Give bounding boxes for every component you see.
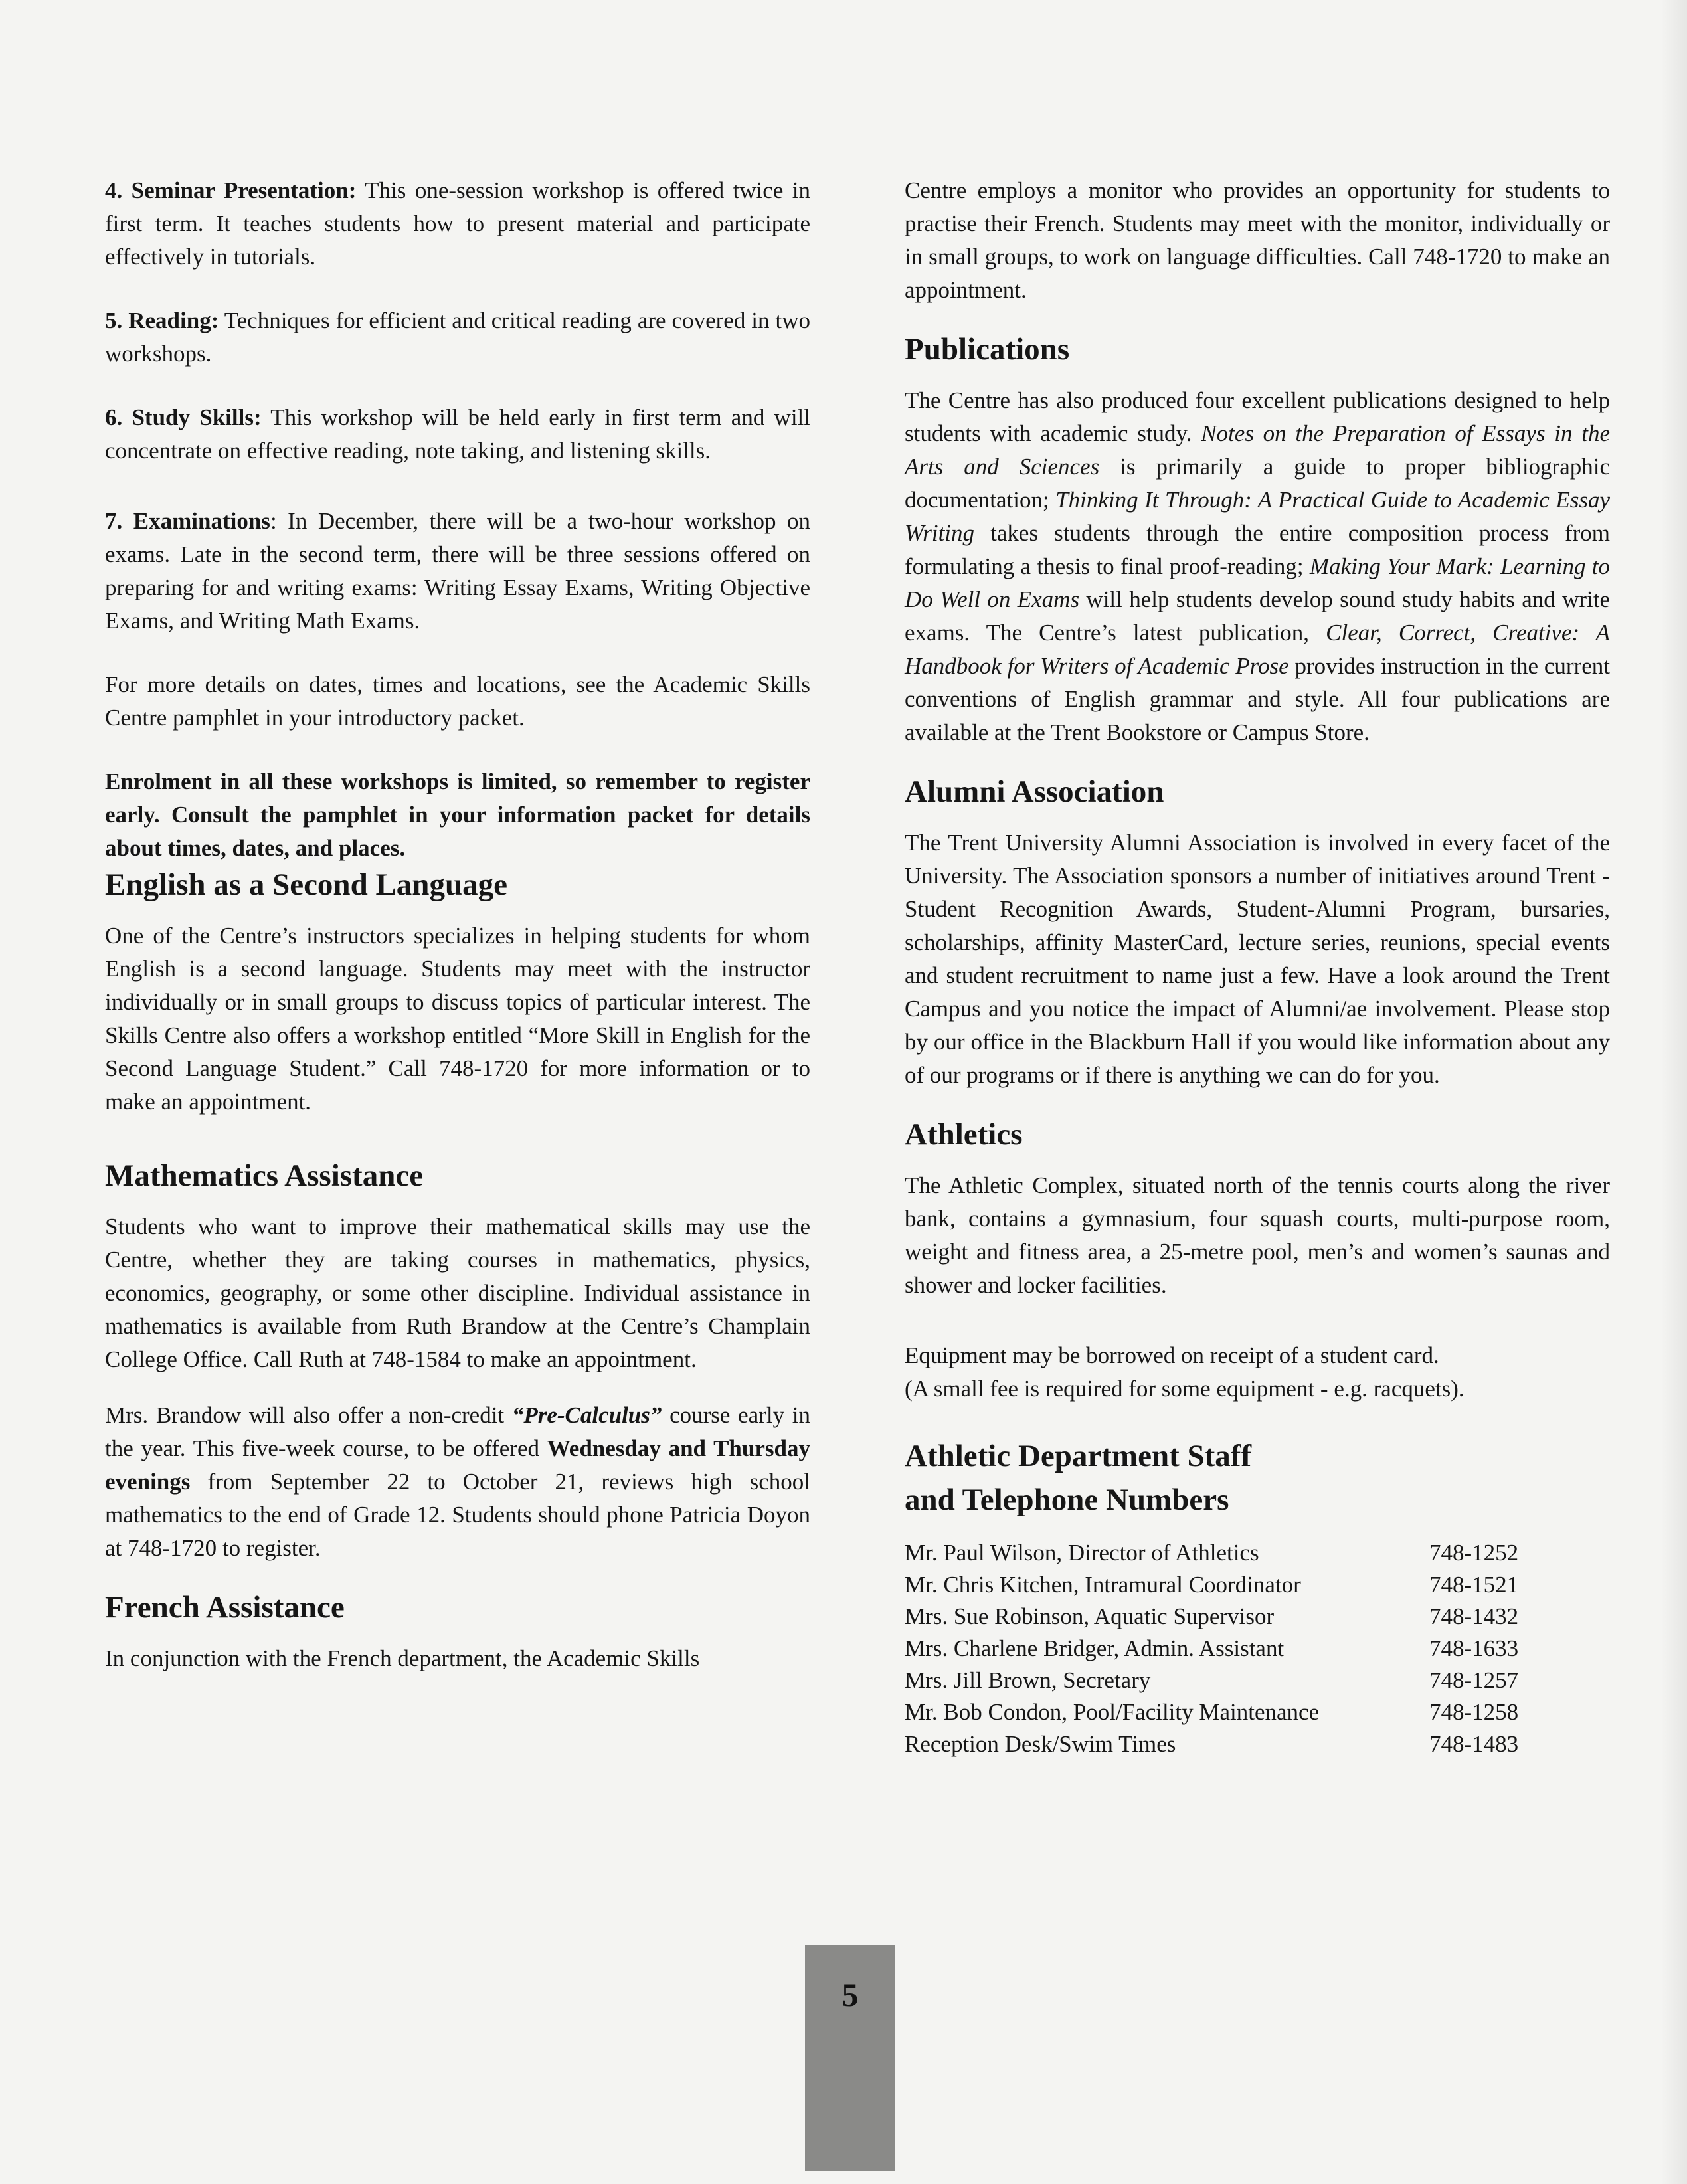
publications-text-2: is primarily a guide to proper bibliographic documentation; (905, 454, 1611, 513)
staff-row (905, 1537, 1569, 1569)
seminar-paragraph (105, 174, 810, 274)
alumni-heading: Alumni Association (905, 774, 1164, 809)
examinations-label: 7. Examinations (105, 508, 270, 534)
left-column (105, 174, 810, 1675)
precalc-paragraph (105, 1399, 810, 1565)
staff-row (905, 1728, 1569, 1760)
staff-row (905, 1665, 1569, 1696)
precalc-text-c: from September 22 to October 21, reviews high school mathematics to the end of Grade 12. Students should phone Patricia Doyon at 748-1720 to register. (105, 1469, 810, 1561)
equipment-line-1: Equipment may be borrowed on receipt of a student card. (905, 1342, 1439, 1368)
math-heading: Mathematics Assistance (105, 1158, 424, 1193)
french-continued-paragraph: Centre employs a monitor who provides an opportunity for students to practise their French. Students may meet with the monitor, individually or in small groups, to work on language difficulties. Call 748-1720 to make an appointment. (905, 177, 1610, 303)
study-skills-paragraph (105, 401, 810, 468)
staff-name: Reception Desk/Swim Times (905, 1731, 1176, 1757)
french-paragraph: In conjunction with the French department, the Academic Skills (105, 1645, 700, 1671)
publication-title-1: Notes on the Preparation of Essays in the Arts and Sciences (905, 420, 1610, 480)
alumni-paragraph: The Trent University Alumni Association is involved in every facet of the University. The Association sponsors a number of initiatives around Trent - Student Recognition Awards, Student-Alumni Program, bursaries, scholarships, affinity MasterCard, lecture series, reunions, special events and student recruitment to name just a few. Have a look around the Trent Campus and you notice the impact of Alumni/ae involvement. Please stop by our office in the Blackburn Hall if you would like information about any of our programs or if there is anything we can do for you. (905, 830, 1610, 1088)
study-skills-label: 6. Study Skills: (105, 405, 262, 430)
staff-name: Mr. Bob Condon, Pool/Facility Maintenance (905, 1699, 1320, 1725)
staff-row (905, 1633, 1569, 1665)
examinations-text: : In December, there will be a two-hour workshop on exams. Late in the second term, there will be three sessions offered on preparing for and writing exams: Writing Essay Exams, Writing Objective Exams, and Writing Math Exams. (105, 508, 810, 634)
staff-phone: 748-1483 (1429, 1731, 1519, 1757)
reading-text: Techniques for efficient and critical reading are covered in two workshops. (105, 308, 810, 367)
page-edge-shadow (1660, 0, 1687, 2184)
staff-phone: 748-1432 (1429, 1603, 1519, 1629)
staff-row (905, 1569, 1569, 1601)
publications-text-1: The Centre has also produced four excellent publications designed to help students with academic study. (905, 387, 1610, 446)
page-number: 5 (842, 1976, 859, 2013)
esl-heading: English as a Second Language (105, 867, 507, 902)
seminar-text: This one-session workshop is offered twice in first term. It teaches students how to present material and participate effectively in tutorials. (105, 177, 810, 270)
athletics-heading: Athletics (905, 1117, 1023, 1152)
french-heading: French Assistance (105, 1590, 345, 1625)
staff-phone: 748-1633 (1429, 1635, 1519, 1661)
publications-text-4: will help students develop sound study habits and write exams. The Centre’s latest publication, (905, 587, 1610, 646)
right-column (905, 174, 1610, 1760)
staff-name: Mr. Paul Wilson, Director of Athletics (905, 1540, 1259, 1566)
enrolment-text: Enrolment in all these workshops is limited, so remember to register early. Consult the pamphlet in your information packet for details about times, dates, and places. (105, 769, 810, 861)
staff-phone: 748-1252 (1429, 1540, 1519, 1566)
precalc-text-a: Mrs. Brandow will also offer a non-credit (105, 1402, 512, 1428)
details-paragraph: For more details on dates, times and locations, see the Academic Skills Centre pamphlet in your introductory packet. (105, 672, 810, 731)
staff-phone-table (905, 1537, 1569, 1760)
precalc-schedule: Wednesday and Thursday evenings (105, 1435, 810, 1495)
publication-title-4: Clear, Correct, Creative: A Handbook for Writers of Academic Prose (905, 620, 1610, 679)
math-paragraph: Students who want to improve their mathematical skills may use the Centre, whether they are taking courses in mathematics, physics, economics, geography, or some other discipline. Individual assistance in mathematics is available from Ruth Brandow at the Centre’s Champlain College Office. Call Ruth at 748-1584 to make an appointment. (105, 1214, 810, 1372)
enrolment-notice (105, 765, 810, 865)
equipment-line-2: (A small fee is required for some equipment - e.g. racquets). (905, 1376, 1465, 1402)
staff-name: Mr. Chris Kitchen, Intramural Coordinator (905, 1572, 1301, 1597)
staff-heading-line-2: and Telephone Numbers (905, 1483, 1229, 1517)
staff-phone: 748-1258 (1429, 1699, 1519, 1725)
examinations-paragraph (105, 505, 810, 638)
staff-row (905, 1696, 1569, 1728)
seminar-label: 4. Seminar Presentation: (105, 177, 357, 203)
page-number-tab (805, 1945, 895, 2171)
publications-heading: Publications (905, 332, 1070, 367)
staff-heading-line-1: Athletic Department Staff (905, 1439, 1252, 1473)
study-skills-text: This workshop will be held early in first term and will concentrate on effective reading, note taking, and listening skills. (105, 405, 810, 464)
publications-text-5: provides instruction in the current conventions of English grammar and style. All four publications are available at the Trent Bookstore or Campus Store. (905, 653, 1610, 745)
esl-paragraph: One of the Centre’s instructors specializes in helping students for whom English is a second language. Students may meet with the instructor individually or in small groups to discuss topics of particular interest. The Skills Centre also offers a workshop entitled “More Skill in English for the Second Language Student.” Call 748-1720 for more information or to make an appointment. (105, 923, 810, 1115)
publication-title-2: Thinking It Through: A Practical Guide to Academic Essay Writing (905, 487, 1610, 546)
publications-paragraph (905, 384, 1610, 749)
staff-phone: 748-1521 (1429, 1572, 1519, 1597)
precalc-course-name: “Pre-Calculus” (511, 1402, 662, 1428)
reading-paragraph (105, 304, 810, 371)
athletics-paragraph: The Athletic Complex, situated north of the tennis courts along the river bank, contains a gymnasium, four squash courts, multi-purpose room, weight and fitness area, a 25-metre pool, men’s and women’s saunas and shower and locker facilities. (905, 1172, 1610, 1298)
staff-name: Mrs. Sue Robinson, Aquatic Supervisor (905, 1603, 1275, 1629)
publication-title-3: Making Your Mark: Learning to Do Well on Exams (905, 553, 1610, 612)
publications-text-3: takes students through the entire composition process from formulating a thesis to final proof-reading; (905, 520, 1610, 579)
staff-phone: 748-1257 (1429, 1667, 1519, 1693)
staff-name: Mrs. Charlene Bridger, Admin. Assistant (905, 1635, 1285, 1661)
precalc-text-b: course early in the year. This five-week course, to be offered (105, 1402, 810, 1461)
staff-name: Mrs. Jill Brown, Secretary (905, 1667, 1151, 1693)
reading-label: 5. Reading: (105, 308, 219, 333)
staff-row (905, 1601, 1569, 1633)
